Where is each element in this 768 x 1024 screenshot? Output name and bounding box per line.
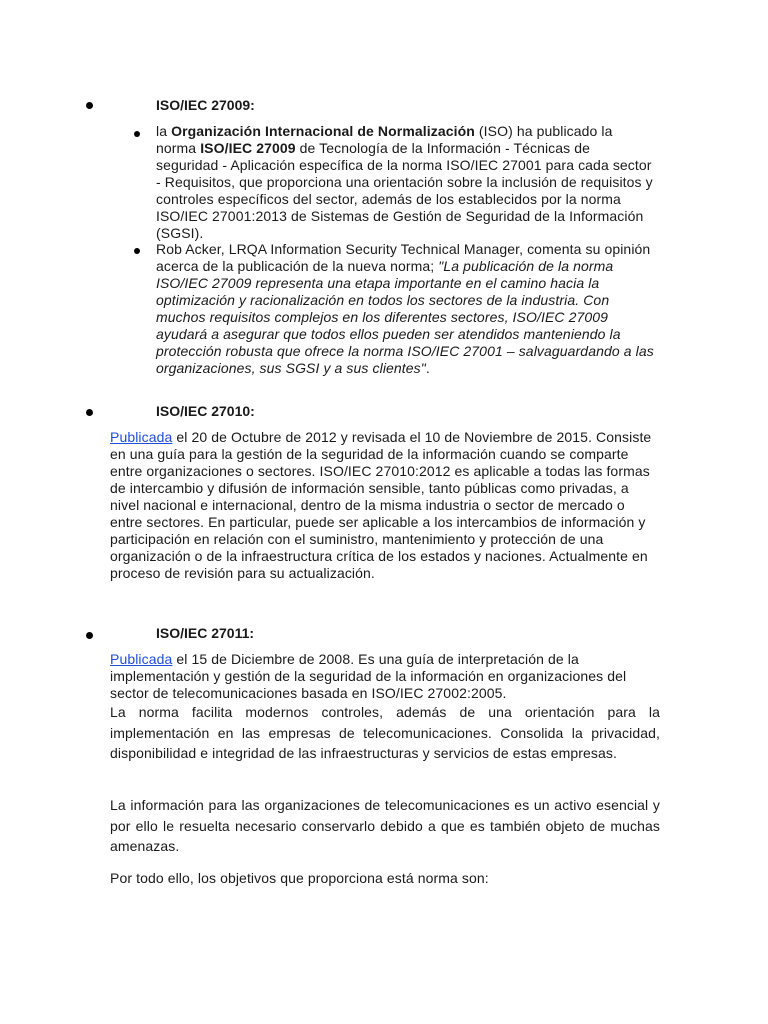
sub-bullet-marker bbox=[134, 131, 140, 137]
bullet-marker bbox=[86, 409, 93, 416]
list-item-text: Rob Acker, LRQA Information Security Technical Manager, comenta su opinión acerca de la publicación de la nueva norma; bbox=[156, 241, 651, 274]
list-item bbox=[156, 123, 656, 242]
body-paragraph: Por todo ello, los objetivos que proporciona está norma son: bbox=[110, 870, 489, 886]
standard-name: ISO/IEC 27009 bbox=[200, 140, 296, 156]
body-paragraph: La información para las organizaciones de telecomunicaciones es un activo esencial y por ello le resuelta necesario conservarlo debido a que es también objeto de muchas amenazas. bbox=[110, 797, 660, 854]
body-paragraph: La norma facilita modernos controles, además de una orientación para la implementación en las empresas de telecomunicaciones. Consolida la privacidad, disponibilidad e integridad de las infraestructuras y servicios de estas empresas. bbox=[110, 704, 660, 761]
publicada-link[interactable]: Publicada bbox=[110, 429, 173, 445]
list-item-text: . bbox=[425, 360, 430, 376]
section-paragraph bbox=[110, 429, 660, 582]
section-heading: ISO/IEC 27009: bbox=[156, 97, 255, 113]
bullet-marker bbox=[86, 632, 93, 639]
section-heading: ISO/IEC 27011: bbox=[156, 625, 255, 641]
list-item-text: de Tecnología de la Información - Técnicas de seguridad - Aplicación específica de la norma ISO/IEC 27001 para cada sector - Requisitos, que proporciona una orientación sobre la inclusión de requisitos y controles específicos del sector, además de los establecidos por la norma ISO/IEC 27001:2013 de Sistemas de Gestión de Seguridad de la Información (SGSI). bbox=[156, 140, 653, 241]
paragraph-text: el 20 de Octubre de 2012 y revisada el 10 de Noviembre de 2015. Consiste en una guía para la gestión de la seguridad de la información cuando se comparte entre organizaciones o sectores. ISO/IEC 27010:2012 es aplicable a todas las formas de intercambio y difusión de información sensible, tanto públicas como privadas, a nivel nacional e internacional, dentro de la misma industria o sector de mercado o entre sectores. En particular, puede ser aplicable a los intercambios de información y participación en relación con el suministro, mantenimiento y protección de una organización o de la infraestructura crítica de los estados y naciones. Actualmente en proceso de revisión para su actualización. bbox=[110, 429, 652, 581]
section-paragraph bbox=[110, 651, 660, 702]
list-item bbox=[156, 241, 656, 377]
sub-bullet-marker bbox=[134, 248, 140, 254]
quote-text: "La publicación de la norma ISO/IEC 27009 representa una etapa importante en el camino hacia la optimización y racionalización en todos los sectores de la industria. Con muchos requisitos complejos en los diferentes sectores, ISO/IEC 27009 ayudará a asegurar que todos ellos pueden ser atendidos manteniendo la protección robusta que ofrece la norma ISO/IEC 27001 – salvaguardando a las organizaciones, sus SGSI y a sus clientes" bbox=[156, 258, 654, 376]
section-heading: ISO/IEC 27010: bbox=[156, 403, 255, 419]
list-item-text: la bbox=[156, 123, 172, 139]
paragraph-text: el 15 de Diciembre de 2008. Es una guía de interpretación de la implementación y gestión de la seguridad de la información en organizaciones del sector de telecomunicaciones basada en ISO/IEC 27002:2005. bbox=[110, 651, 627, 701]
bullet-marker bbox=[86, 102, 93, 109]
organization-name: Organización Internacional de Normalización bbox=[171, 123, 475, 139]
list-item-text: (ISO) ha publicado la norma bbox=[156, 123, 613, 156]
publicada-link[interactable]: Publicada bbox=[110, 651, 173, 667]
